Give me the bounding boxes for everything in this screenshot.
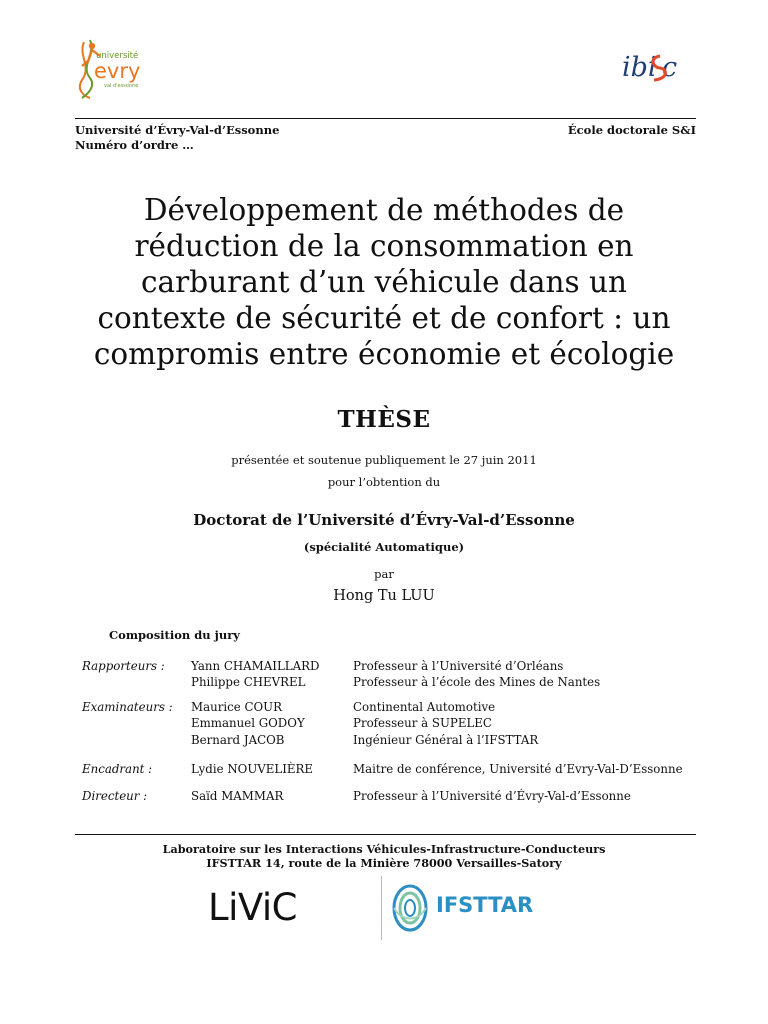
for-obtaining: pour l’obtention du <box>327 475 441 489</box>
jury-position: Professeur à SUPELEC <box>353 716 492 730</box>
jury-name: Philippe CHEVREL <box>191 675 306 689</box>
jury-position: Continental Automotive <box>353 700 496 714</box>
university-label: Université d’Évry-Val-d’Essonne <box>75 123 280 137</box>
jury-role: Encadrant : <box>82 762 153 776</box>
jury-role: Examinateurs : <box>82 700 173 714</box>
jury-name: Saïd MAMMAR <box>191 789 284 803</box>
ifsttar-logo: IFSTTAR <box>436 893 534 917</box>
jury-name: Emmanuel GODOY <box>191 716 305 730</box>
jury-name: Bernard JACOB <box>191 733 285 747</box>
degree: Doctorat de l’Université d’Évry-Val-d’Essonne <box>193 511 575 529</box>
ifsttar-emblem-icon <box>388 878 434 936</box>
jury-name: Maurice COUR <box>191 700 282 714</box>
logo-divider <box>381 876 382 940</box>
by-label: par <box>374 567 394 581</box>
thesis-title <box>60 192 708 372</box>
svg-text:c: c <box>662 52 678 83</box>
jury-name: Yann CHAMAILLARD <box>191 659 320 673</box>
header-rule <box>75 118 696 119</box>
title-line: contexte de sécurité et de confort : un <box>97 301 671 335</box>
livic-logo: LiViC <box>208 886 298 929</box>
jury-name: Lydie NOUVELIÈRE <box>191 762 314 776</box>
doctoral-school: École doctorale S&I <box>567 123 696 137</box>
title-line: réduction de la consommation en <box>134 229 634 263</box>
jury-role: Rapporteurs : <box>82 659 165 673</box>
specialty: (spécialité Automatique) <box>303 540 465 554</box>
jury-position: Professeur à l’école des Mines de Nantes <box>353 675 601 689</box>
these-heading: THÈSE <box>337 406 431 433</box>
author-name: Hong Tu LUU <box>333 588 435 604</box>
lab-address: IFSTTAR 14, route de la Minière 78000 Versailles-Satory <box>206 856 562 870</box>
jury-heading: Composition du jury <box>109 628 240 642</box>
jury-role: Directeur : <box>82 789 148 803</box>
universite-evry-logo <box>70 36 150 100</box>
footer-rule <box>75 834 696 835</box>
jury-position: Professeur à l’Université d’Orléans <box>353 659 564 673</box>
svg-text:université: université <box>96 51 139 61</box>
ibisc-logo <box>618 44 698 90</box>
jury-position: Ingénieur Général à l’IFSTTAR <box>353 733 539 747</box>
presented-date: présentée et soutenue publiquement le 27 juin 2011 <box>231 453 537 467</box>
jury-position: Maitre de conférence, Université d’Evry-Val-D’Essonne <box>353 762 683 776</box>
lab-name: Laboratoire sur les Interactions Véhicules-Infrastructure-Conducteurs <box>162 842 606 856</box>
title-line: Développement de méthodes de <box>143 193 625 227</box>
title-line: compromis entre économie et écologie <box>93 337 675 371</box>
title-line: carburant d’un véhicule dans un <box>141 265 627 299</box>
svg-text:evry: evry <box>94 59 141 83</box>
order-number: Numéro d’ordre … <box>75 138 194 152</box>
jury-position: Professeur à l’Université d’Évry-Val-d’Essonne <box>353 789 631 803</box>
svg-text:ibi: ibi <box>622 52 657 83</box>
svg-text:val d'essonne: val d'essonne <box>104 83 139 89</box>
